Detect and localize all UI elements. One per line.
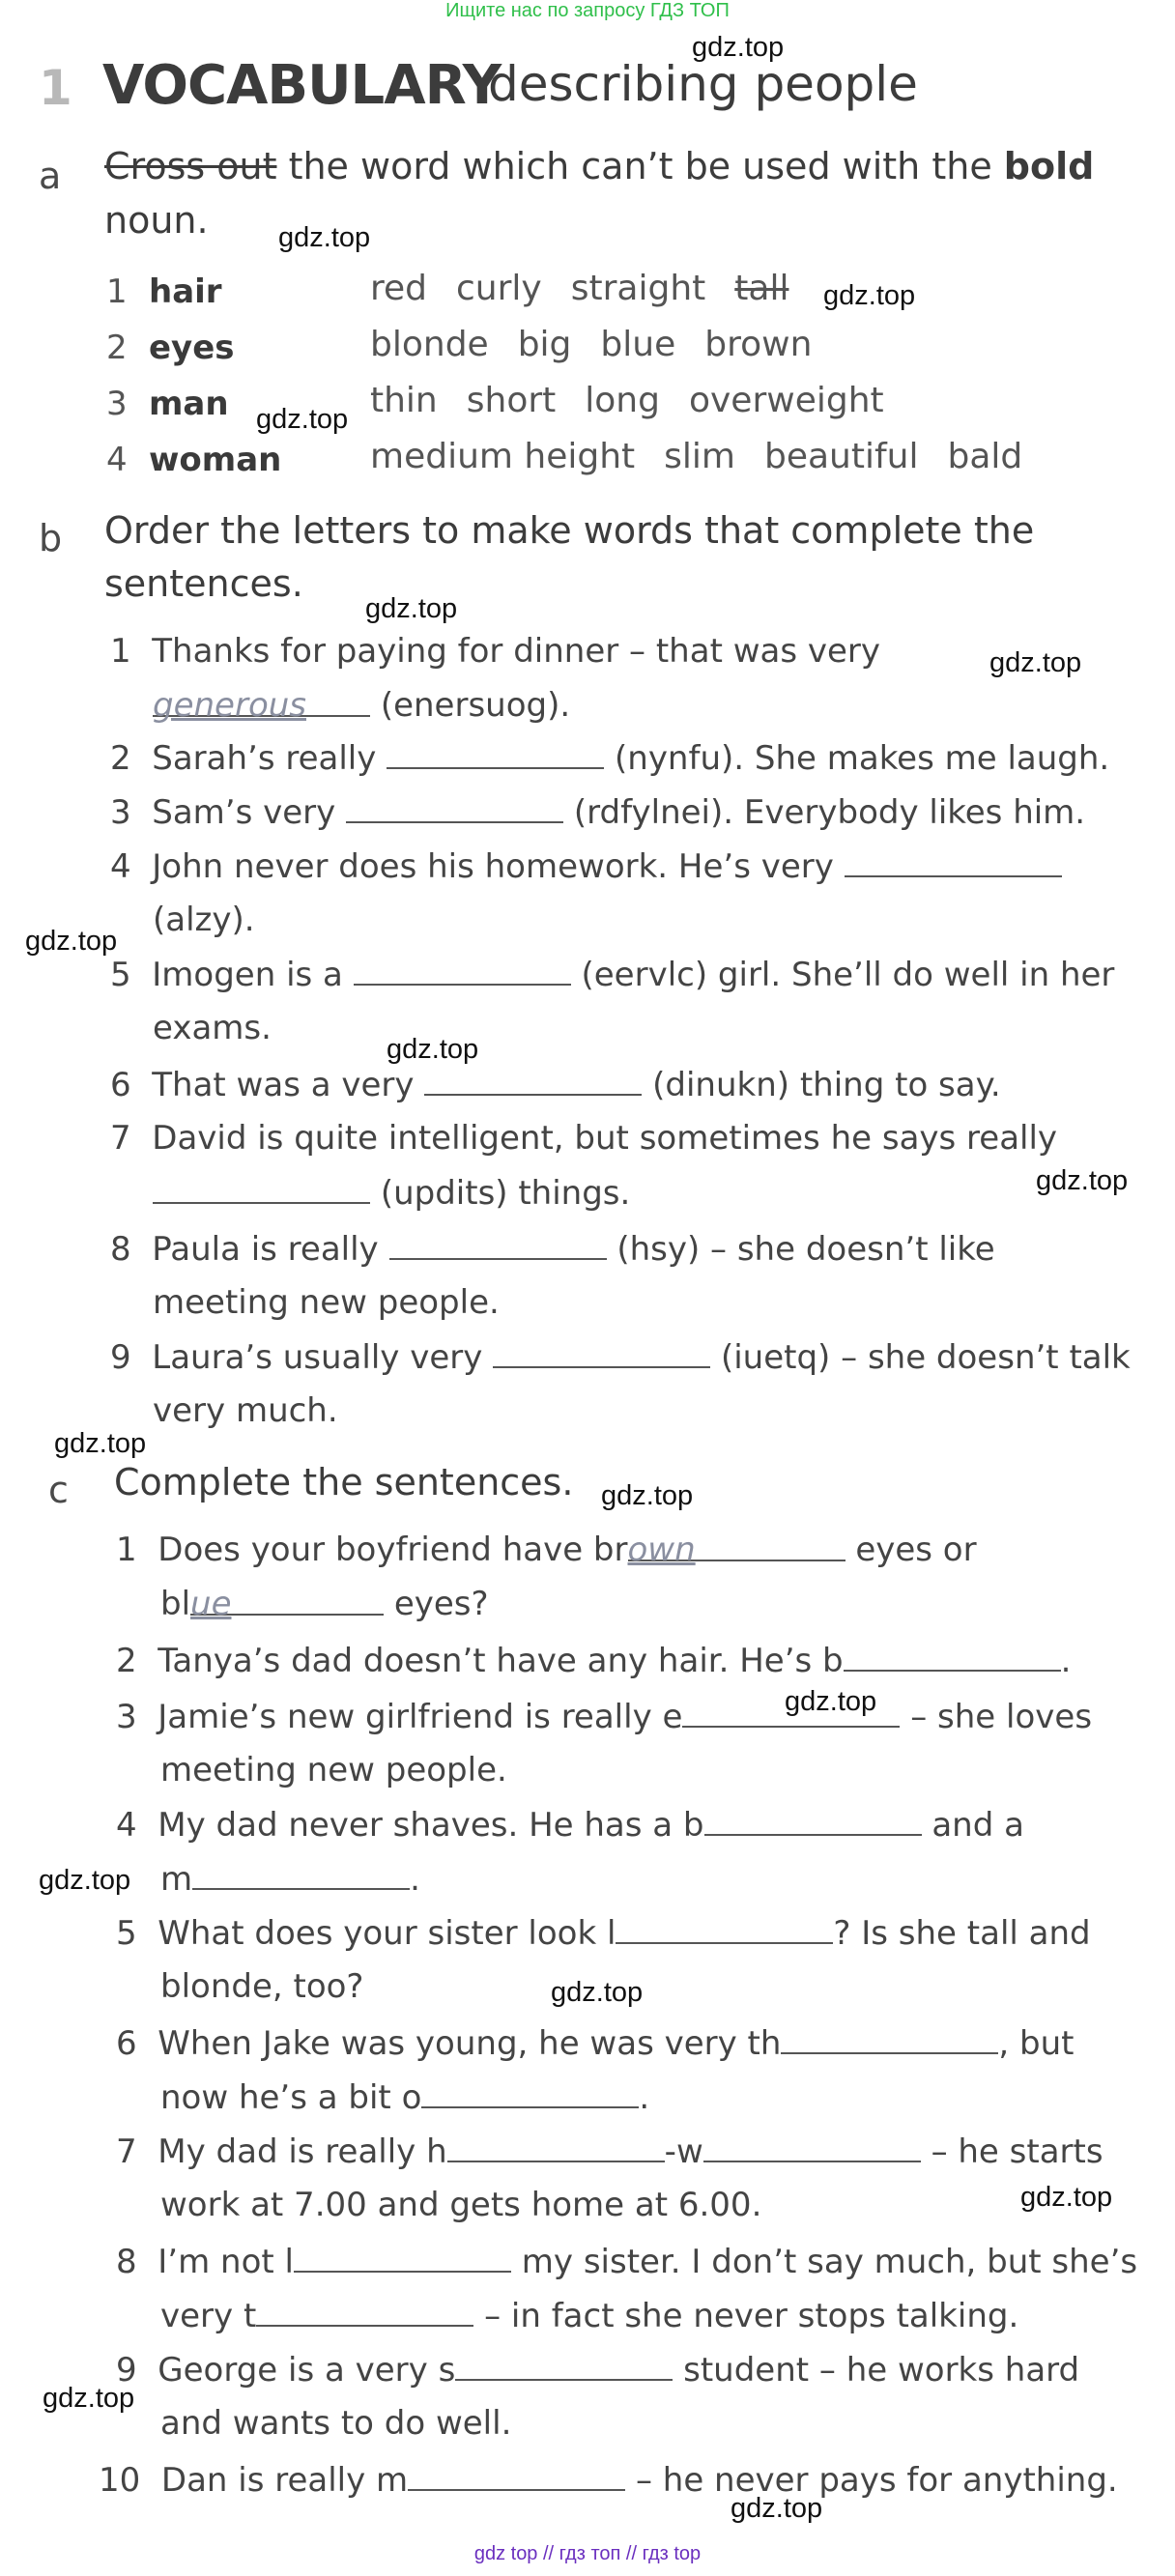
watermark: gdz.top bbox=[989, 647, 1082, 678]
answer-blank[interactable]: ue bbox=[190, 1585, 384, 1616]
c-item-5: 5 What does your sister look l ? Is she tall and bbox=[116, 1914, 1091, 1953]
b-item-6: 6 That was a very (dinukn) thing to say. bbox=[110, 1066, 1001, 1104]
answer-blank[interactable] bbox=[455, 2350, 673, 2381]
c-item-3-line2: meeting new people. bbox=[160, 1751, 507, 1789]
section-c-instruction: Complete the sentences. bbox=[114, 1461, 574, 1503]
top-banner[interactable]: Ищите нас по запросу ГДЗ ТОП bbox=[445, 0, 730, 21]
watermark: gdz.top bbox=[54, 1428, 147, 1459]
b-item-1-line2: generous (enersuog). bbox=[153, 686, 571, 725]
a-row-noun: man bbox=[149, 385, 229, 423]
instr-strike: Cross out bbox=[104, 145, 277, 187]
word-option: beautiful bbox=[763, 437, 919, 476]
c-item-5-line2: blonde, too? bbox=[160, 1967, 364, 2006]
b-item-4-line2: (alzy). bbox=[153, 901, 255, 939]
b-item-5-line2: exams. bbox=[153, 1009, 272, 1047]
word-option: blonde bbox=[370, 325, 489, 364]
word-option: straight bbox=[570, 269, 706, 308]
watermark: gdz.top bbox=[387, 1034, 479, 1065]
b-item-8: 8 Paula is really (hsy) – she doesn’t like bbox=[110, 1230, 995, 1269]
a-row-noun: woman bbox=[149, 441, 282, 479]
word-option: brown bbox=[704, 325, 813, 364]
answer-blank[interactable] bbox=[408, 2460, 625, 2491]
c-item-6: 6 When Jake was young, he was very th , but bbox=[116, 2024, 1075, 2063]
a-row-noun: eyes bbox=[149, 329, 235, 367]
c-item-7-line2: work at 7.00 and gets home at 6.00. bbox=[160, 2186, 762, 2224]
word-option: red bbox=[370, 269, 428, 308]
answer-blank[interactable] bbox=[389, 1229, 607, 1260]
answer-blank[interactable] bbox=[354, 955, 571, 986]
watermark: gdz.top bbox=[1020, 2182, 1113, 2213]
watermark: gdz.top bbox=[551, 1977, 644, 2008]
a-row-words bbox=[370, 325, 841, 364]
section-b-letter: b bbox=[39, 517, 63, 559]
b-item-2: 2 Sarah’s really (nynfu). She makes me laugh. bbox=[110, 739, 1110, 778]
c-item-1: 1 Does your boyfriend have brown eyes or bbox=[116, 1531, 977, 1569]
word-option: blue bbox=[600, 325, 676, 364]
crossed-word: tall bbox=[734, 269, 789, 308]
watermark: gdz.top bbox=[25, 926, 118, 957]
page-title: VOCABULARY bbox=[102, 54, 502, 117]
watermark: gdz.top bbox=[731, 2493, 823, 2524]
c-item-4: 4 My dad never shaves. He has a b and a bbox=[116, 1806, 1024, 1845]
b-item-9: 9 Laura’s usually very (iuetq) – she doesn’t talk bbox=[110, 1338, 1131, 1377]
exercise-number: 1 bbox=[39, 60, 72, 116]
answer-blank[interactable] bbox=[447, 2132, 665, 2162]
b-item-3: 3 Sam’s very (rdfylnei). Everybody likes him. bbox=[110, 793, 1086, 832]
a-row-number: 3 bbox=[106, 385, 128, 423]
instr-bold: bold bbox=[1003, 145, 1095, 187]
c-item-3: 3 Jamie’s new girlfriend is really e – she loves bbox=[116, 1698, 1093, 1736]
answer-blank[interactable] bbox=[704, 1805, 922, 1836]
a-row-words bbox=[370, 269, 817, 308]
answer-blank[interactable] bbox=[703, 2132, 921, 2162]
watermark: gdz.top bbox=[256, 404, 349, 435]
watermark: gdz.top bbox=[785, 1686, 877, 1717]
word-option: thin bbox=[370, 381, 438, 420]
c-item-4-line2: m . bbox=[160, 1860, 420, 1899]
b-item-7-line2: (updits) things. bbox=[153, 1173, 630, 1213]
answer-blank[interactable] bbox=[616, 1913, 833, 1944]
section-a-letter: a bbox=[39, 155, 62, 197]
b-item-1: 1 Thanks for paying for dinner – that was very bbox=[110, 632, 881, 671]
answer-blank[interactable] bbox=[346, 792, 563, 823]
answer-blank[interactable] bbox=[493, 1337, 710, 1368]
watermark: gdz.top bbox=[43, 2383, 135, 2414]
watermark: gdz.top bbox=[1036, 1165, 1129, 1196]
page-subtitle: describing people bbox=[488, 56, 918, 112]
watermark: gdz.top bbox=[692, 32, 785, 63]
c-item-10: 10 Dan is really m – he never pays for anything. bbox=[99, 2461, 1118, 2500]
b-item-5: 5 Imogen is a (eervlc) girl. She’ll do well in her bbox=[110, 956, 1115, 994]
answer-blank[interactable] bbox=[424, 1065, 642, 1096]
answer-blank[interactable] bbox=[845, 846, 1062, 877]
a-row-words bbox=[370, 437, 1051, 476]
c-item-9-line2: and wants to do well. bbox=[160, 2404, 512, 2443]
a-row-number: 4 bbox=[106, 441, 128, 479]
instr-rest: the word which can’t be used with the bbox=[288, 145, 992, 187]
c-item-7: 7 My dad is really h -w – he starts bbox=[116, 2132, 1103, 2171]
section-c-letter: c bbox=[48, 1469, 69, 1511]
answer-blank[interactable] bbox=[192, 1859, 410, 1890]
answer-blank[interactable] bbox=[844, 1641, 1061, 1672]
word-option: long bbox=[585, 381, 660, 420]
b-item-9-line2: very much. bbox=[153, 1391, 338, 1430]
answer-blank[interactable] bbox=[781, 2023, 998, 2054]
a-row-words bbox=[370, 381, 913, 420]
section-a-instruction bbox=[104, 145, 1094, 187]
word-option: bald bbox=[947, 437, 1023, 476]
b-item-4: 4 John never does his homework. He’s very bbox=[110, 846, 1062, 886]
a-row-number: 1 bbox=[106, 272, 128, 311]
section-a-instruction-line2: noun. bbox=[104, 199, 209, 242]
c-item-2: 2 Tanya’s dad doesn’t have any hair. He’s b . bbox=[116, 1642, 1072, 1680]
footer-links[interactable]: gdz top // гдз топ // гдз top bbox=[473, 2543, 702, 2564]
answer-blank[interactable]: own bbox=[628, 1531, 845, 1561]
b-item-7: 7 David is quite intelligent, but sometimes he says really bbox=[110, 1119, 1058, 1158]
watermark: gdz.top bbox=[278, 222, 371, 253]
answer-blank[interactable]: generous bbox=[153, 686, 370, 717]
b-item-8-line2: meeting new people. bbox=[153, 1283, 500, 1322]
a-row-noun: hair bbox=[149, 272, 222, 311]
watermark: gdz.top bbox=[601, 1480, 694, 1511]
answer-blank[interactable] bbox=[421, 2077, 639, 2108]
a-row-number: 2 bbox=[106, 329, 128, 367]
word-option: overweight bbox=[688, 381, 884, 420]
answer-blank[interactable] bbox=[294, 2242, 511, 2273]
watermark: gdz.top bbox=[365, 593, 458, 624]
answer-blank[interactable] bbox=[256, 2296, 473, 2327]
section-b-instruction: Order the letters to make words that complete the bbox=[104, 509, 1035, 552]
c-item-9: 9 George is a very s student – he works hard bbox=[116, 2351, 1080, 2390]
word-option: slim bbox=[664, 437, 735, 476]
c-item-6-line2: now he’s a bit o . bbox=[160, 2078, 650, 2117]
section-b-instruction-line2: sentences. bbox=[104, 562, 303, 605]
watermark: gdz.top bbox=[823, 280, 916, 311]
word-option: curly bbox=[456, 269, 542, 308]
answer-blank[interactable] bbox=[153, 1173, 370, 1204]
word-option: big bbox=[517, 325, 572, 364]
word-option: medium height bbox=[370, 437, 636, 476]
c-item-8-line2: very t – in fact she never stops talking. bbox=[160, 2297, 1019, 2335]
c-item-8: 8 I’m not l my sister. I don’t say much, but she’s bbox=[116, 2243, 1138, 2281]
watermark: gdz.top bbox=[39, 1865, 131, 1896]
word-option: short bbox=[466, 381, 557, 420]
c-item-1-line2: blue eyes? bbox=[160, 1585, 489, 1623]
answer-blank[interactable] bbox=[387, 738, 604, 769]
